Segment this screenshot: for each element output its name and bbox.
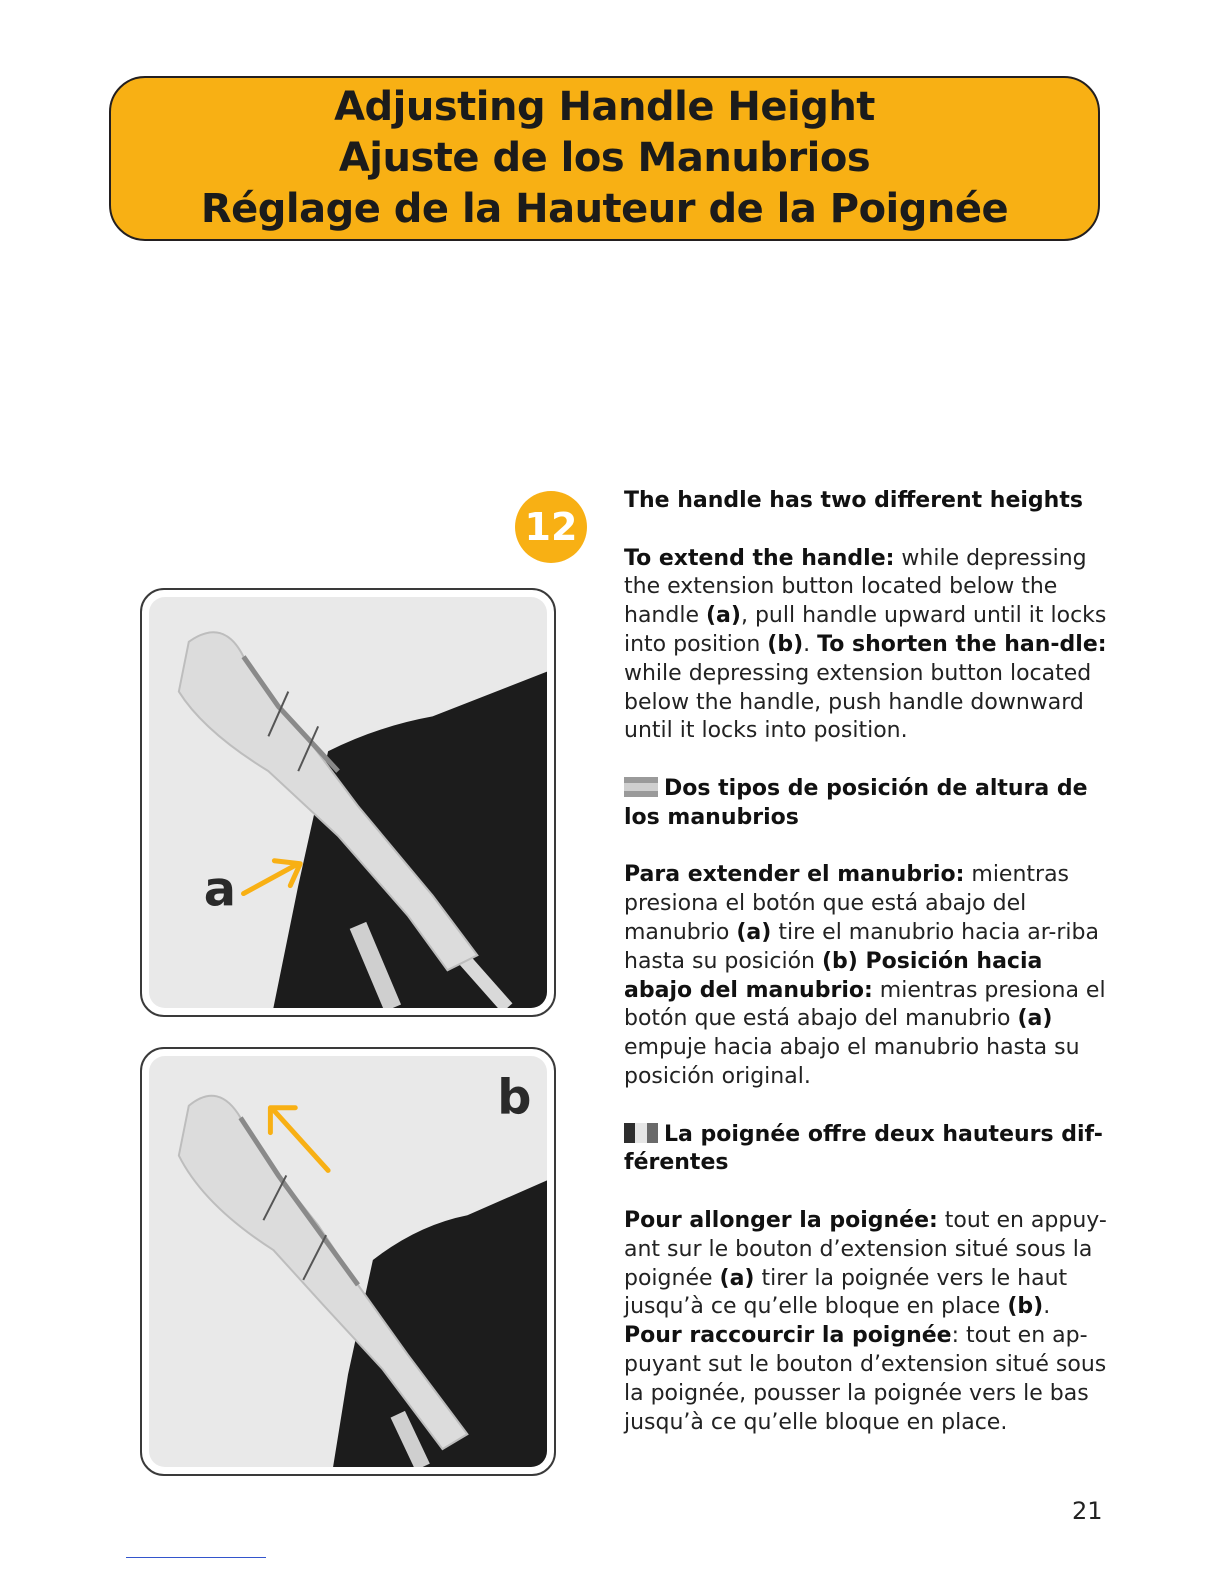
figure-b-photo [140, 1047, 556, 1476]
stroller-handle-illustration-a [149, 597, 547, 1008]
step-number-badge: 12 [515, 491, 587, 563]
french-heading: La poignée offre deux hauteurs dif-férentes [624, 1121, 1103, 1176]
label-a: a [203, 862, 236, 918]
stroller-handle-illustration-b [149, 1056, 547, 1467]
figure-a-photo [140, 588, 556, 1017]
english-body: To extend the handle: while depressing the extension button located below the handle (a), pull handle upward until it locks into position (b). To shorten the han-dle: while depressing extension button located below the handle, push handle downward until it locks into position. [624, 545, 1107, 744]
spanish-body: Para extender el manubrio: mientras presiona el botón que está abajo del manubrio (a) tire el manubrio hacia ar-riba hasta su posición (b) Posición hacia abajo del manubrio: mientras presiona el botón que está abajo del manubrio (a) empuje hacia abajo el manubrio hasta su posición original. [624, 862, 1106, 1089]
title-spanish: Ajuste de los Manubrios [338, 135, 871, 181]
instructions-text [624, 487, 1109, 1466]
title-english: Adjusting Handle Height [334, 84, 875, 130]
title-banner [109, 76, 1100, 241]
label-b: b [497, 1070, 532, 1126]
footer-divider [126, 1557, 266, 1558]
french-flag-icon [624, 1123, 658, 1143]
french-body: Pour allonger la poignée: tout en appuy-ant sur le bouton d’extension situé sous la poignée (a) tirer la poignée vers le haut jusqu’à ce qu’elle bloque en place (b). Pour raccourcir la poignée: tout en ap-puyant sut le bouton d’extension situé sous la poignée, pousser la poignée vers le bas jusqu’à ce qu’elle bloque en place. [624, 1207, 1107, 1435]
page-number: 21 [1072, 1497, 1103, 1525]
spanish-flag-icon [624, 777, 658, 797]
title-french: Réglage de la Hauteur de la Poignée [200, 186, 1009, 232]
english-heading: The handle has two different heights [624, 488, 1083, 513]
spanish-heading: Dos tipos de posición de altura de los manubrios [624, 775, 1088, 830]
